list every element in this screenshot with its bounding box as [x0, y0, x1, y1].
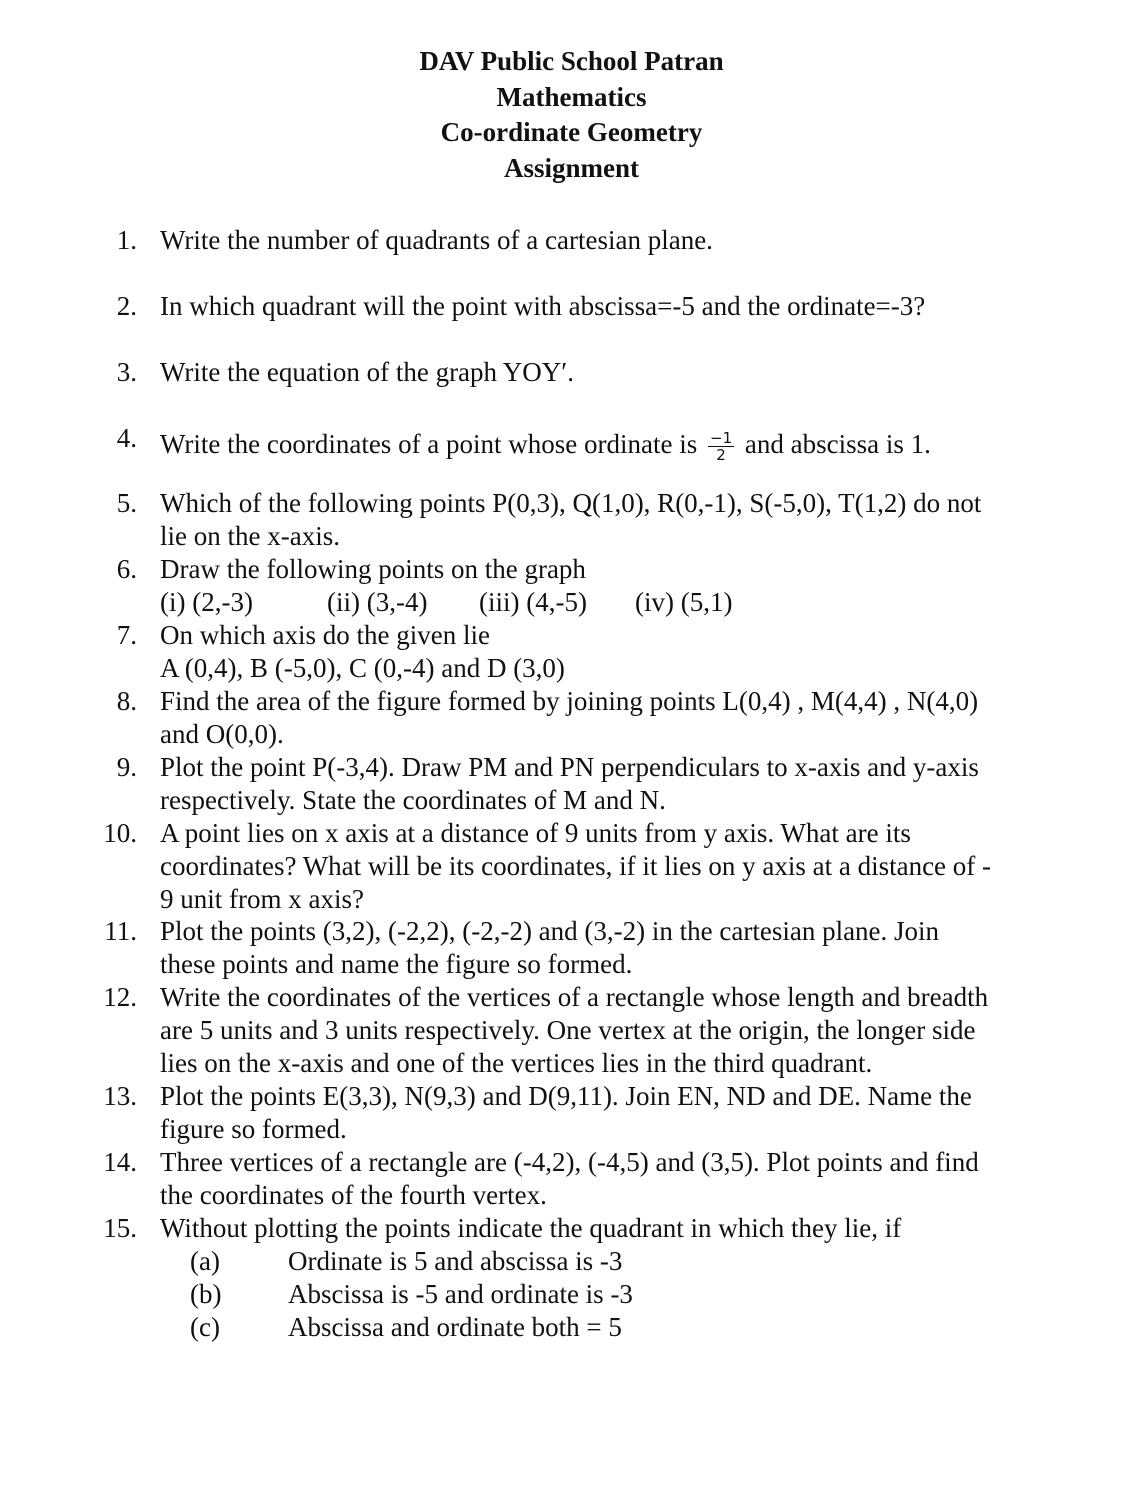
question-number: 5.	[116, 488, 137, 518]
question-number: 15.	[103, 1213, 137, 1243]
question-text: Plot the points (3,2), (-2,2), (-2,-2) and (3,-2) in the cartesian plane. Join	[160, 916, 940, 946]
question-text: Write the equation of the graph YOY′.	[160, 357, 574, 387]
question-text: are 5 units and 3 units respectively. One vertex at the origin, the longer side	[160, 1015, 976, 1045]
question-text	[160, 428, 931, 463]
option-text-b: Abscissa is -5 and ordinate is -3	[288, 1279, 633, 1309]
question-text: In which quadrant will the point with abscissa=-5 and the ordinate=-3?	[160, 291, 926, 321]
question-text: these points and name the figure so formed.	[160, 949, 633, 979]
fraction-denominator: 2	[716, 446, 726, 465]
document-header	[0, 44, 1143, 187]
question-text: lie on the x-axis.	[160, 521, 340, 551]
question-text: lies on the x-axis and one of the vertices lies in the third quadrant.	[160, 1048, 873, 1078]
question-text: figure so formed.	[160, 1114, 347, 1144]
question-number: 2.	[116, 291, 137, 321]
question-number: 3.	[116, 357, 137, 387]
fraction	[708, 430, 734, 463]
question-text: Find the area of the figure formed by joining points L(0,4) , M(4,4) , N(4,0)	[160, 686, 979, 716]
question-text-after: and abscissa is 1.	[744, 429, 931, 459]
school-name: DAV Public School Patran	[419, 46, 724, 76]
question-text: Write the number of quadrants of a cartesian plane.	[160, 225, 713, 255]
topic-title: Co-ordinate Geometry	[440, 117, 703, 148]
assignment-title: Assignment	[503, 153, 639, 184]
question-text: coordinates? What will be its coordinates, if it lies on y axis at a distance of -	[160, 851, 992, 881]
point-part-ii: (ii) (3,-4)	[327, 587, 428, 617]
question-text-before: Write the coordinates of a point whose ordinate is	[160, 429, 698, 459]
option-label-b: (b)	[190, 1279, 222, 1309]
question-text: the coordinates of the fourth vertex.	[160, 1180, 547, 1210]
question-number: 8.	[116, 686, 137, 716]
option-label-a: (a)	[190, 1246, 220, 1276]
question-number: 6.	[116, 554, 137, 584]
option-label-c: (c)	[190, 1312, 220, 1342]
question-text: respectively. State the coordinates of M and N.	[160, 785, 666, 815]
question-number: 1.	[116, 225, 137, 255]
question-text: Three vertices of a rectangle are (-4,2), (-4,5) and (3,5). Plot points and find	[160, 1147, 979, 1177]
question-text: A point lies on x axis at a distance of 9 units from y axis. What are its	[160, 818, 911, 848]
question-text: and O(0,0).	[160, 719, 284, 749]
question-number: 9.	[116, 752, 137, 782]
point-part-iv: (iv) (5,1)	[635, 587, 733, 617]
question-text: Without plotting the points indicate the quadrant in which they lie, if	[160, 1213, 902, 1243]
subject-title: Mathematics	[496, 81, 647, 112]
option-text-a: Ordinate is 5 and abscissa is -3	[288, 1246, 623, 1276]
question-number: 11.	[104, 916, 137, 946]
question-text: Write the coordinates of the vertices of a rectangle whose length and breadth	[160, 982, 989, 1012]
question-number: 7.	[116, 620, 137, 650]
fraction-numerator: −1	[710, 429, 733, 448]
question-text: Draw the following points on the graph	[160, 554, 586, 584]
question-number: 10.	[103, 818, 137, 848]
question-text: Plot the points E(3,3), N(9,3) and D(9,11). Join EN, ND and DE. Name the	[160, 1081, 972, 1111]
question-text: Which of the following points P(0,3), Q(1,0), R(0,-1), S(-5,0), T(1,2) do not	[160, 488, 982, 518]
question-text: Plot the point P(-3,4). Draw PM and PN perpendiculars to x-axis and y-axis	[160, 752, 979, 782]
question-number: 14.	[103, 1147, 137, 1177]
question-number: 4.	[116, 423, 137, 453]
question-number: 13.	[103, 1081, 137, 1111]
point-part-i: (i) (2,-3)	[160, 587, 253, 617]
question-number: 12.	[103, 982, 137, 1012]
option-text-c: Abscissa and ordinate both = 5	[288, 1312, 622, 1342]
question-text: A (0,4), B (-5,0), C (0,-4) and D (3,0)	[160, 653, 565, 683]
question-text: 9 unit from x axis?	[160, 884, 364, 914]
point-part-iii: (iii) (4,-5)	[479, 587, 587, 617]
question-text: On which axis do the given lie	[160, 620, 490, 650]
